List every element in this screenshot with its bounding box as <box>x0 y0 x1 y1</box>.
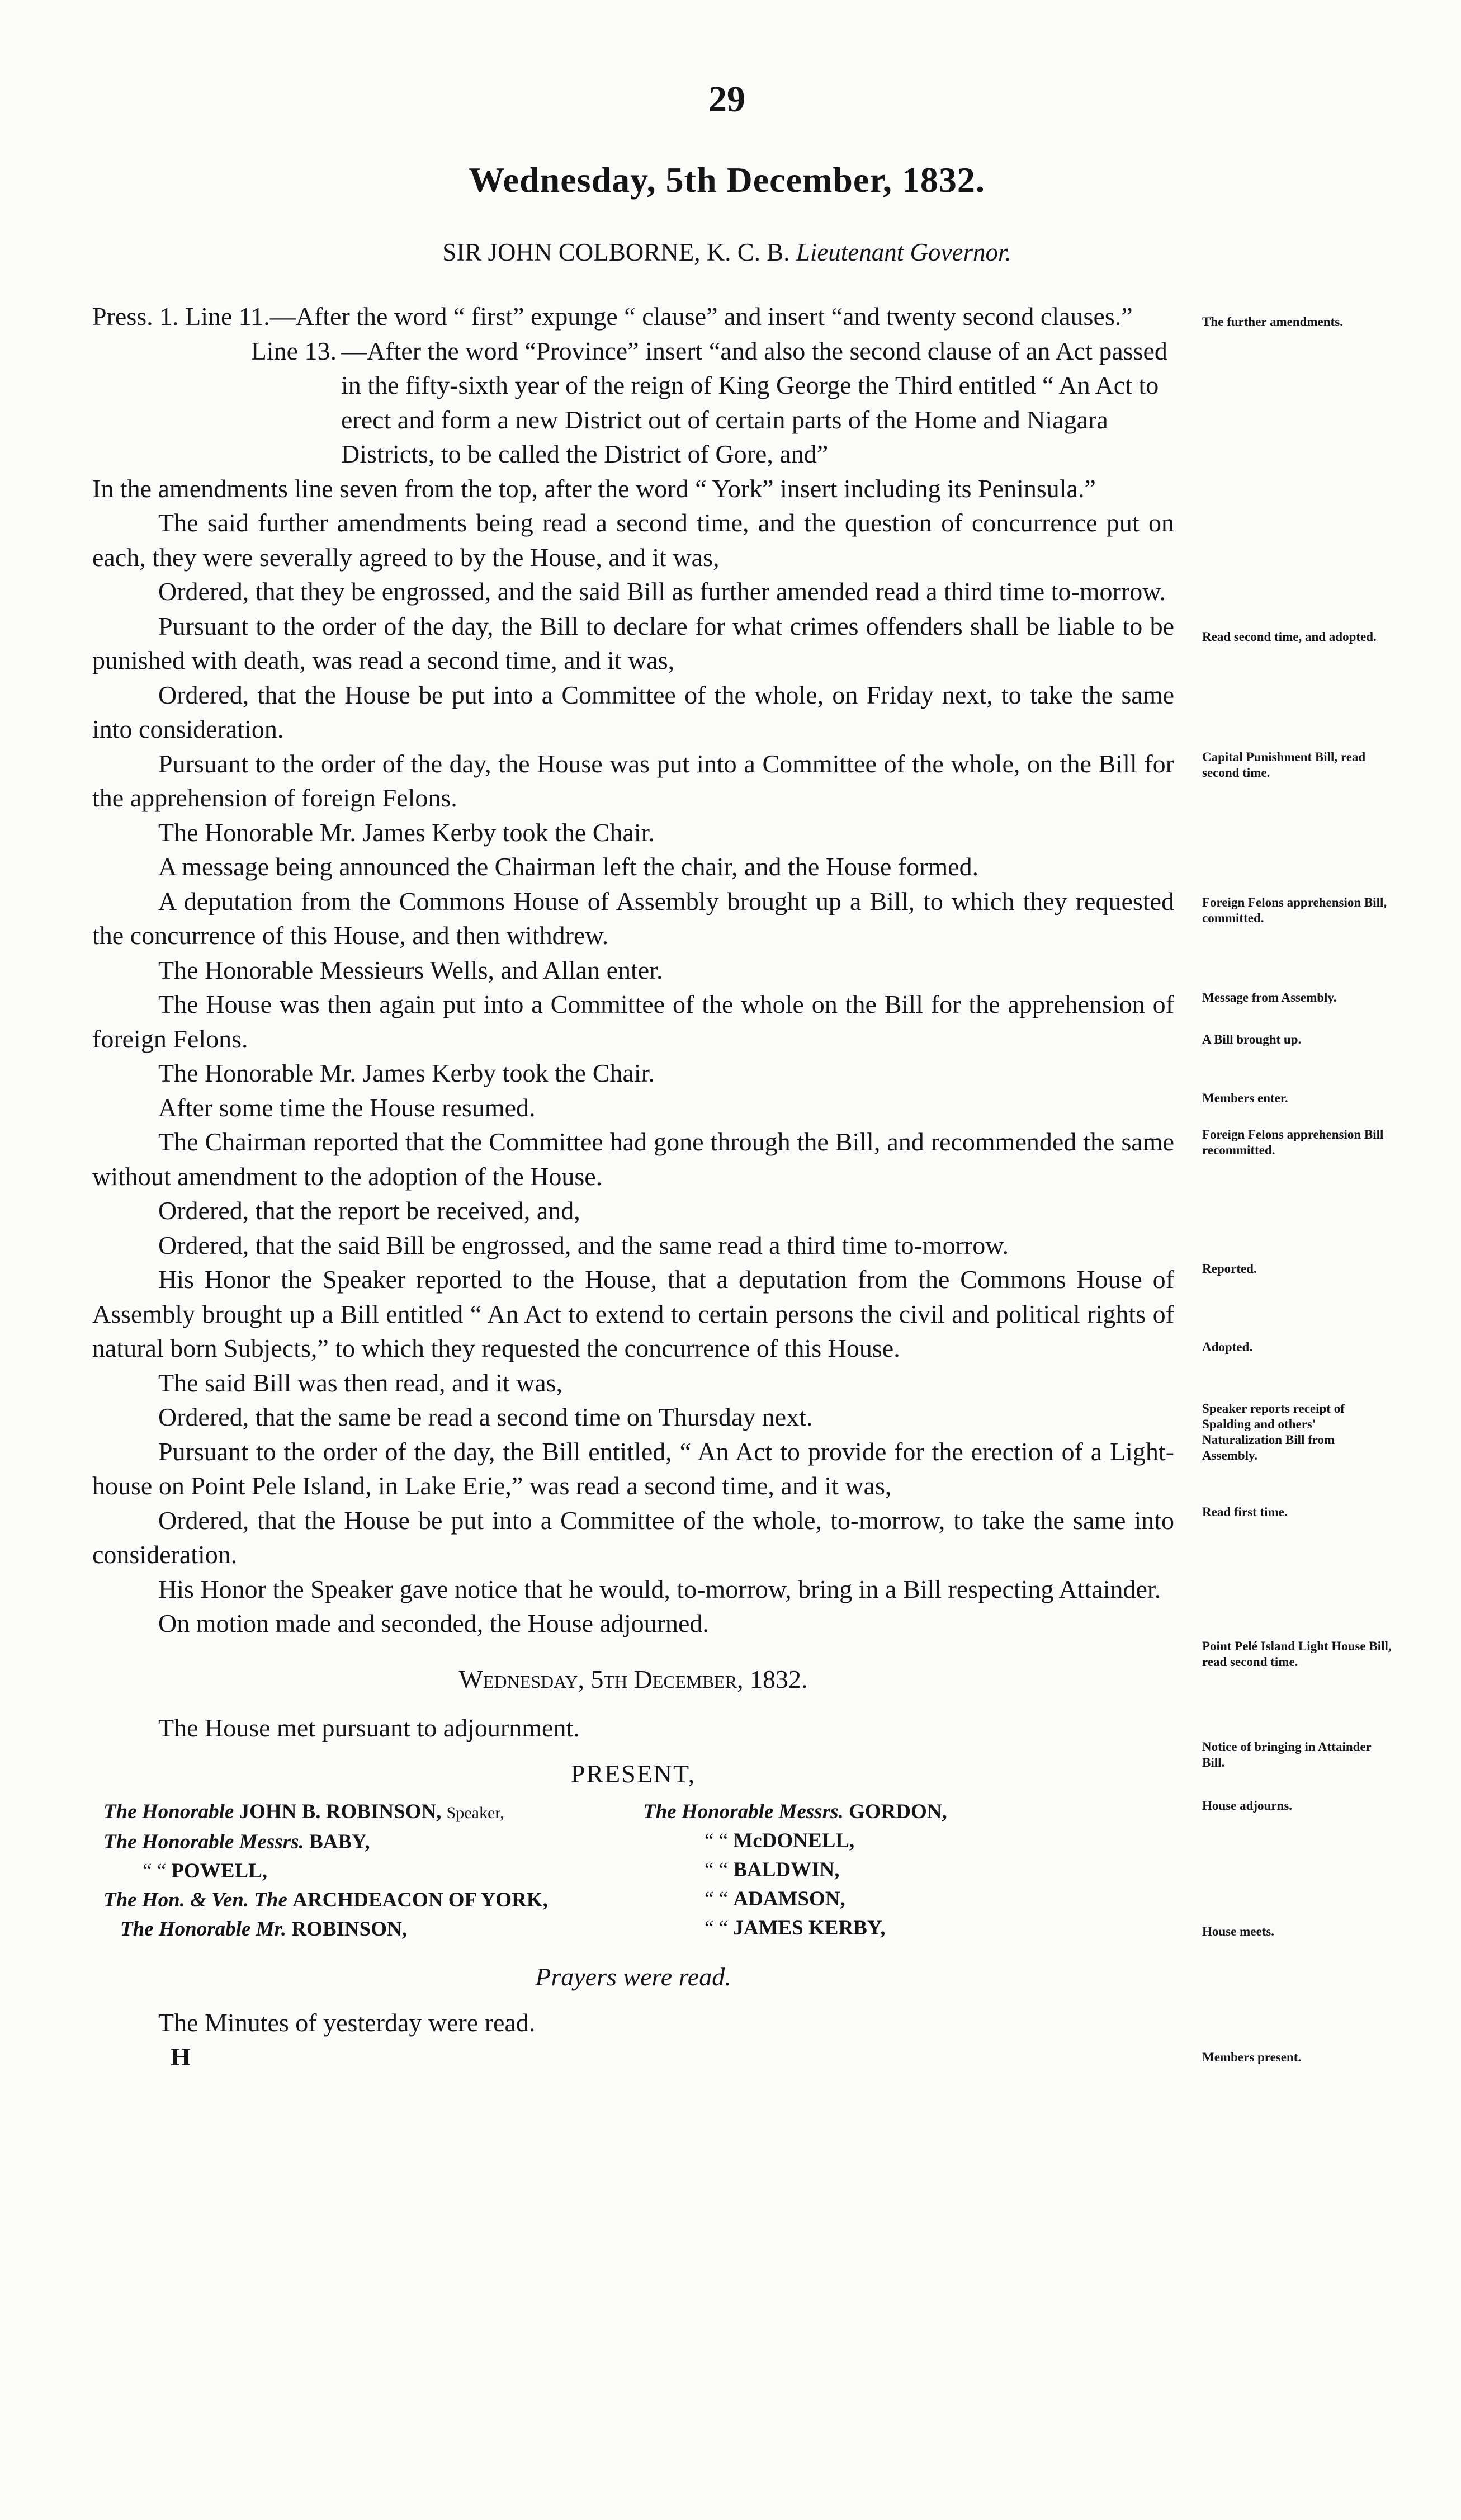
member-entry: The Honorable Messrs. BABY, <box>103 1830 370 1853</box>
paragraph: His Honor the Speaker reported to the House, that a deputation from the Commons House of Assembly brought up a Bill entitled “ An Act to extend to certain persons the civil and political rights of natural born Subjects,” to which they requested the concurrence of this House. <box>92 1265 1174 1362</box>
house-met-line: The House met pursuant to adjournment. <box>158 1714 580 1742</box>
paragraph: The Honorable Messieurs Wells, and Allan enter. <box>158 955 663 984</box>
page-number: 29 <box>708 79 745 120</box>
member-entry: “ “ BALDWIN, <box>705 1858 840 1881</box>
paragraph: Ordered, that the House be put into a Committee of the whole, to-morrow, to take the same into consideration. <box>92 1506 1174 1569</box>
member-entry: The Honorable Mr. ROBINSON, <box>120 1918 407 1941</box>
paragraph: A deputation from the Commons House of Assembly brought up a Bill, to which they requested the concurrence of this House, and then withdrew. <box>92 886 1174 950</box>
amendment-2 <box>92 334 1174 471</box>
amendment-text: —After the word “Province” insert “and also the second clause of an Act passed in the fifty-sixth year of the reign of King George the Third entitled “ An Act to erect and form a new District out of certain parts of the Home and Niagara Districts, to be called the District of Gore, and” <box>341 336 1167 468</box>
member-entry: “ “ McDONELL, <box>705 1829 855 1852</box>
member-entry: “ “ POWELL, <box>143 1860 268 1882</box>
paragraph: His Honor the Speaker gave notice that he would, to-morrow, bring in a Bill respecting Attainder. <box>158 1574 1161 1603</box>
minutes-line: The Minutes of yesterday were read. <box>158 2008 536 2037</box>
margin-note: Foreign Felons apprehension Bill recommitted. <box>1202 1127 1384 1157</box>
date-heading: Wednesday, 5th December, 1832. <box>469 160 985 200</box>
margin-note: Point Pelé Island Light House Bill, read second time. <box>1202 1639 1392 1669</box>
governor-title: Lieutenant Governor. <box>796 238 1011 266</box>
paragraph: Pursuant to the order of the day, the Bill to declare for what crimes offenders shall be liable to be punished with death, was read a second time, and it was, <box>92 611 1174 674</box>
amendment-label: Line 13. <box>250 336 337 365</box>
prayers-line: Prayers were read. <box>535 1962 731 1991</box>
paragraph: Ordered, that the House be put into a Committee of the whole, on Friday next, to take the same into consideration. <box>92 680 1174 743</box>
paragraph: In the amendments line seven from the top, after the word “ York” insert including its Peninsula.” <box>92 474 1096 503</box>
present-heading: PRESENT, <box>570 1759 696 1788</box>
amendment-label: Press. 1. Line 11. <box>92 302 270 331</box>
members-left-column <box>103 1797 548 1944</box>
journal-body <box>92 299 1174 2074</box>
paragraph: On motion made and seconded, the House adjourned. <box>158 1609 709 1637</box>
paragraph: Ordered, that the said Bill be engrossed, and the same read a third time to-morrow. <box>158 1230 1009 1259</box>
margin-note: Capital Punishment Bill, read second time. <box>1202 750 1366 780</box>
governor-name: SIR JOHN COLBORNE, K. C. B. <box>442 238 790 266</box>
paragraph: The House was then again put into a Committee of the whole on the Bill for the apprehension of foreign Felons. <box>92 990 1174 1053</box>
margin-note: Members present. <box>1202 2050 1302 2064</box>
paragraph: Pursuant to the order of the day, the House was put into a Committee of the whole, on the Bill for the apprehension of foreign Felons. <box>92 749 1174 812</box>
paragraph: The Chairman reported that the Committee had gone through the Bill, and recommended the same without amendment to the adoption of the House. <box>92 1127 1174 1191</box>
margin-note: House adjourns. <box>1202 1799 1293 1813</box>
margin-note: Foreign Felons apprehension Bill, committed. <box>1202 895 1387 925</box>
members-right-column <box>643 1797 947 1943</box>
margin-note: Notice of bringing in Attainder Bill. <box>1202 1740 1372 1769</box>
paragraph: The Honorable Mr. James Kerby took the Chair. <box>158 1059 655 1087</box>
member-entry: The Honorable Messrs. GORDON, <box>643 1800 947 1823</box>
member-entry: “ “ ADAMSON, <box>705 1887 845 1910</box>
paragraph: The Honorable Mr. James Kerby took the Chair. <box>158 818 655 847</box>
paragraph: The said Bill was then read, and it was, <box>158 1368 563 1397</box>
margin-note: Speaker reports receipt of Spalding and others' Naturalization Bill from Assembly. <box>1202 1401 1345 1462</box>
governor-line <box>280 238 1174 267</box>
signature-mark: H <box>171 2042 191 2071</box>
member-entry: “ “ JAMES KERBY, <box>705 1917 886 1939</box>
paragraph: The said further amendments being read a second time, and the question of concurrence put on each, they were severally agreed to by the House, and it was, <box>92 508 1174 572</box>
members-present <box>92 1797 1174 1948</box>
paragraph: Ordered, that the report be received, and, <box>158 1196 580 1225</box>
paragraph: Ordered, that the same be read a second time on Thursday next. <box>158 1403 813 1431</box>
paragraph: Pursuant to the order of the day, the Bill entitled, “ An Act to provide for the erection of a Light-house on Point Pele Island, in Lake Erie,” was read a second time, and it was, <box>92 1437 1174 1500</box>
amendment-text: —After the word “ first” expunge “ clause” and insert “and twenty second clauses.” <box>269 302 1133 331</box>
paragraph: Ordered, that they be engrossed, and the said Bill as further amended read a third time to-morrow. <box>158 577 1166 606</box>
margin-note: The further amendments. <box>1202 315 1343 329</box>
amendment-1 <box>92 299 1174 334</box>
member-entry: The Hon. & Ven. The ARCHDEACON OF YORK, <box>103 1889 548 1912</box>
margin-note: House meets. <box>1202 1924 1275 1938</box>
margin-note: Adopted. <box>1202 1340 1253 1354</box>
member-entry: The Honorable JOHN B. ROBINSON, Speaker, <box>103 1800 504 1823</box>
margin-note: Reported. <box>1202 1262 1257 1276</box>
margin-note: Message from Assembly. <box>1202 990 1337 1004</box>
margin-note: Read first time. <box>1202 1505 1288 1519</box>
paragraph: A message being announced the Chairman left the chair, and the House formed. <box>158 852 979 881</box>
margin-note: Read second time, and adopted. <box>1202 630 1377 644</box>
margin-note: Members enter. <box>1202 1091 1288 1105</box>
paragraph: After some time the House resumed. <box>158 1093 536 1122</box>
margin-note: A Bill brought up. <box>1202 1032 1302 1046</box>
second-date-heading: Wednesday, 5th December, 1832. <box>458 1664 808 1693</box>
